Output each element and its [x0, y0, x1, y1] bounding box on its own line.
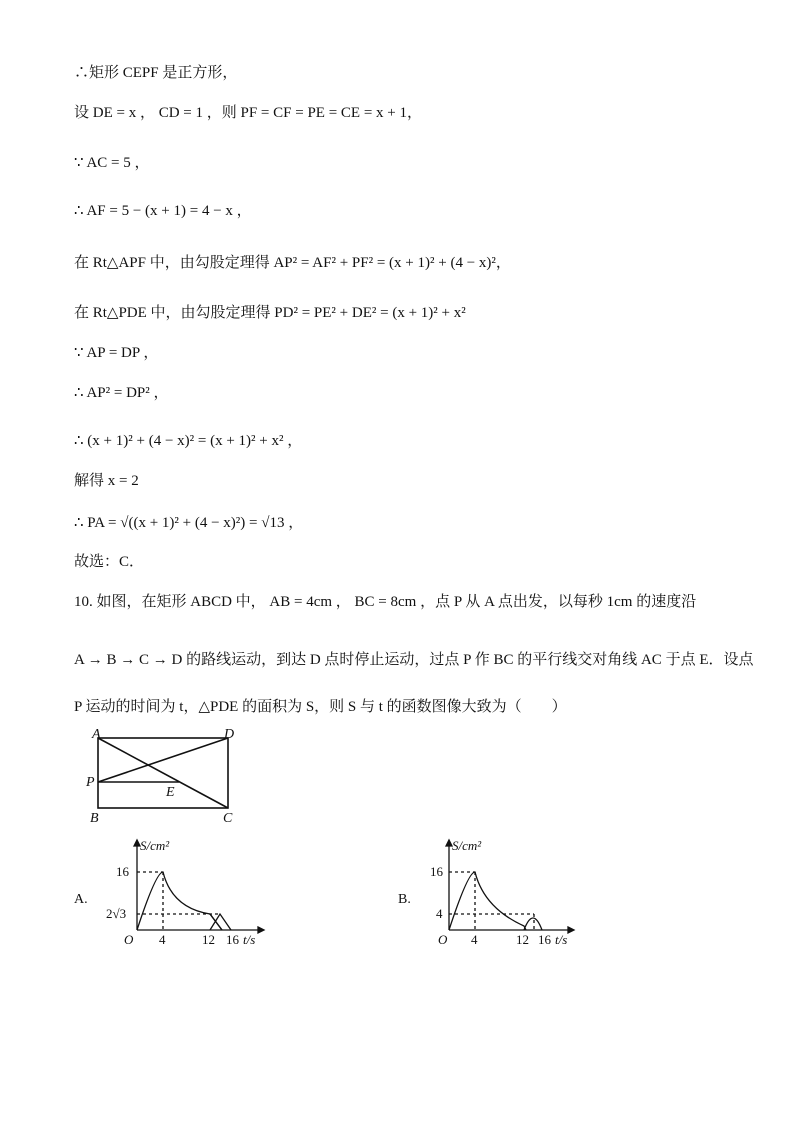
label-a: A: [92, 727, 101, 742]
question-line-1: 10. 如图，在矩形 ABCD 中， AB = 4cm ， BC = 8cm ，点 P 从 A 点出发，以每秒 1cm 的速度沿: [74, 594, 697, 610]
x-axis-arrow: [258, 927, 264, 933]
label-p: P: [86, 775, 95, 790]
question-line-2: A → B → C → D 的路线运动，到达 D 点时停止运动，过点 P 作 BC 的平行线交对角线 AC 于点 E．设点: [74, 652, 754, 668]
solution-line-12: 故选：C．: [74, 554, 145, 570]
solution-line-8: ∴ AP² = DP² ，: [74, 385, 169, 401]
solution-line-9: ∴ (x + 1)² + (4 − x)² = (x + 1)² + x² ，: [74, 433, 303, 449]
x-axis-arrow: [568, 927, 574, 933]
question-line-3: P 运动的时间为 t，△PDE 的面积为 S，则 S 与 t 的函数图像大致为（ ）: [74, 699, 567, 715]
solution-line-5: 在 Rt△APF 中，由勾股定理得 AP² = AF² + PF² = (x + 1)² + (4 − x)²，: [74, 255, 511, 271]
origin-label: O: [124, 932, 134, 947]
y-tick-16: 16: [116, 864, 129, 879]
x-tick-12: 12: [516, 932, 529, 947]
y-tick-2root3: 2√3: [106, 906, 127, 921]
option-b-letter: B.: [398, 892, 411, 907]
curve: [449, 872, 526, 930]
y-tick-4: 4: [436, 906, 443, 921]
label-b: B: [90, 811, 99, 826]
option-a-graph: [100, 836, 270, 950]
curve: [137, 872, 222, 930]
x-label: t/s: [555, 932, 568, 947]
x-tick-16: 16: [226, 932, 239, 947]
solution-line-10: 解得 x = 2: [74, 473, 139, 489]
y-label: S/cm²: [140, 838, 170, 853]
x-tick-12: 12: [202, 932, 215, 947]
diagonal-ac: [98, 738, 228, 808]
curve-bump: [524, 918, 542, 930]
x-tick-4: 4: [471, 932, 478, 947]
solution-line-3: ∵ AC = 5 ，: [74, 155, 150, 171]
y-tick-16: 16: [430, 864, 443, 879]
label-e: E: [166, 785, 175, 800]
rectangle-figure: [80, 726, 250, 826]
solution-line-2: 设 DE = x ， CD = 1 ，则 PF = CF = PE = CE = x + 1，: [74, 105, 423, 121]
x-tick-4: 4: [159, 932, 166, 947]
origin-label: O: [438, 932, 448, 947]
solution-line-1: ∴矩形 CEPF 是正方形，: [74, 65, 238, 81]
x-label: t/s: [243, 932, 256, 947]
x-tick-16: 16: [538, 932, 551, 947]
label-d: D: [224, 727, 235, 742]
label-c: C: [223, 811, 233, 826]
option-b-graph: [418, 836, 588, 950]
solution-line-11: ∴ PA = √((x + 1)² + (4 − x)²) = √13 ，: [74, 515, 304, 531]
option-a-letter: A.: [74, 892, 88, 907]
solution-line-7: ∵ AP = DP ，: [74, 345, 159, 361]
y-label: S/cm²: [452, 838, 482, 853]
segment-pd: [98, 738, 228, 782]
solution-line-4: ∴ AF = 5 − (x + 1) = 4 − x ，: [74, 203, 252, 219]
solution-line-6: 在 Rt△PDE 中，由勾股定理得 PD² = PE² + DE² = (x + 1)² + x²: [74, 305, 466, 321]
